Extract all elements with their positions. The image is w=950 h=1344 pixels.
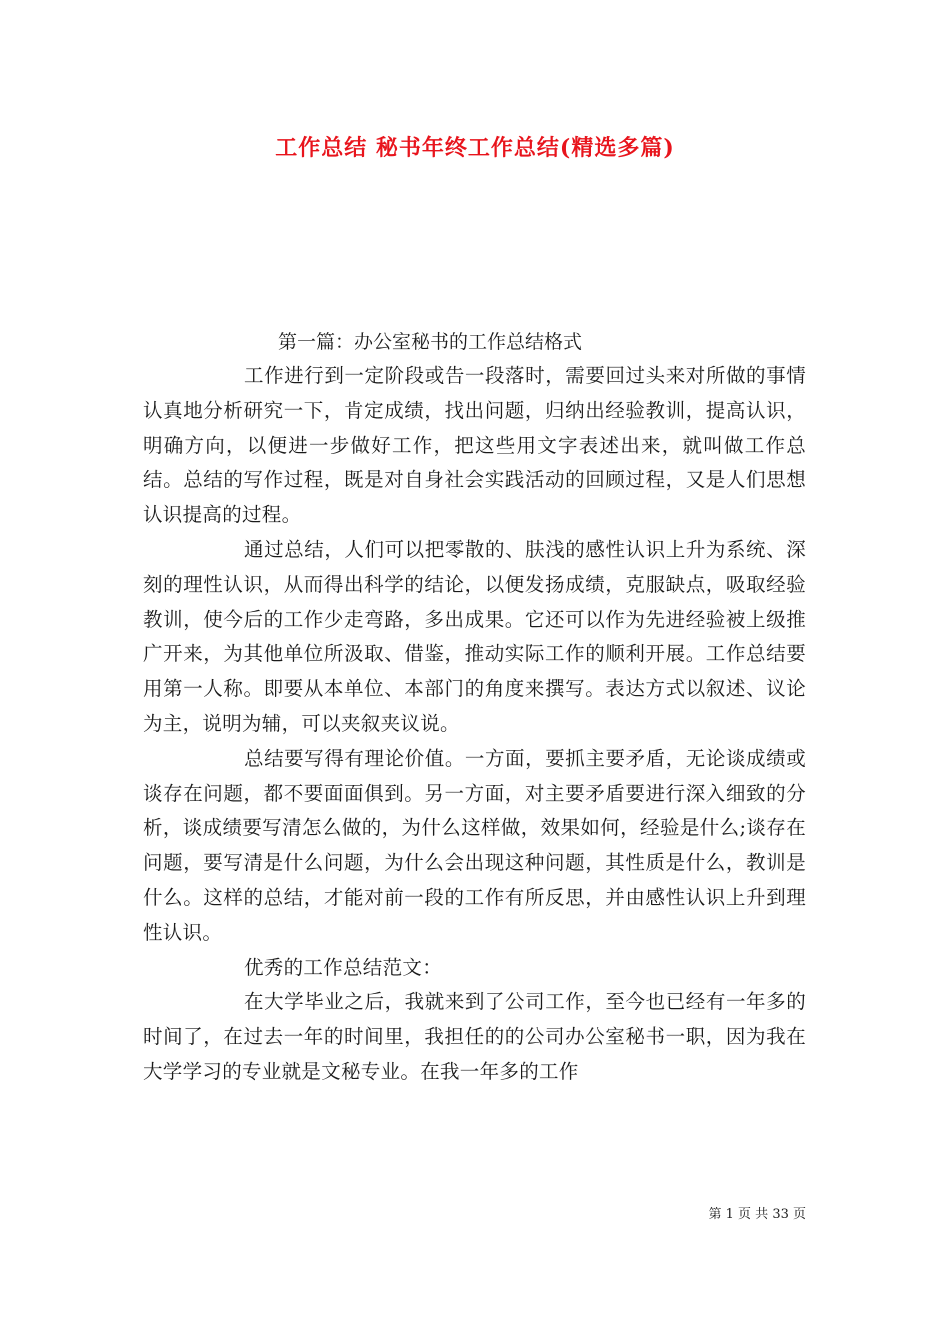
paragraph-1: 工作进行到一定阶段或告一段落时，需要回过头来对所做的事情认真地分析研究一下，肯定成绩，找出问题，归纳出经验教训，提高认识，明确方向，以便进一步做好工作，把这些用文字表述出来，就叫做工作总结。总结的写作过程，既是对自身社会实践活动的回顾过程，又是人们思想认识提高的过程。 (143, 364, 806, 527)
section-heading: 第一篇：办公室秘书的工作总结格式 (278, 331, 583, 353)
page-number-footer: 第 1 页 共 33 页 (708, 1207, 806, 1222)
document-title: 工作总结 秘书年终工作总结(精选多篇) (275, 135, 675, 161)
paragraph-3: 总结要写得有理论价值。一方面，要抓主要矛盾，无论谈成绩或谈存在问题，都不要面面俱到。另一方面，对主要矛盾要进行深入细致的分析，谈成绩要写清怎么做的，为什么这样做，效果如何，经验是什么;谈存在问题，要写清是什么问题，为什么会出现这种问题，其性质是什么，教训是什么。这样的总结，才能对前一段的工作有所反思，并由感性认识上升到理性认识。 (143, 746, 806, 944)
document-body (143, 325, 806, 1090)
paragraph-2: 通过总结，人们可以把零散的、肤浅的感性认识上升为系统、深刻的理性认识，从而得出科学的结论，以便发扬成绩，克服缺点，吸取经验教训，使今后的工作少走弯路，多出成果。它还可以作为先进经验被上级推广开来，为其他单位所汲取、借鉴，推动实际工作的顺利开展。工作总结要用第一人称。即要从本单位、本部门的角度来撰写。表达方式以叙述、议论为主，说明为辅，可以夹叙夹议说。 (143, 537, 806, 735)
paragraph-4: 优秀的工作总结范文： (244, 955, 443, 979)
paragraph-5: 在大学毕业之后，我就来到了公司工作，至今也已经有一年多的时间了，在过去一年的时间里，我担任的的公司办公室秘书一职，因为我在大学学习的专业就是文秘专业。在我一年多的工作 (143, 990, 806, 1083)
